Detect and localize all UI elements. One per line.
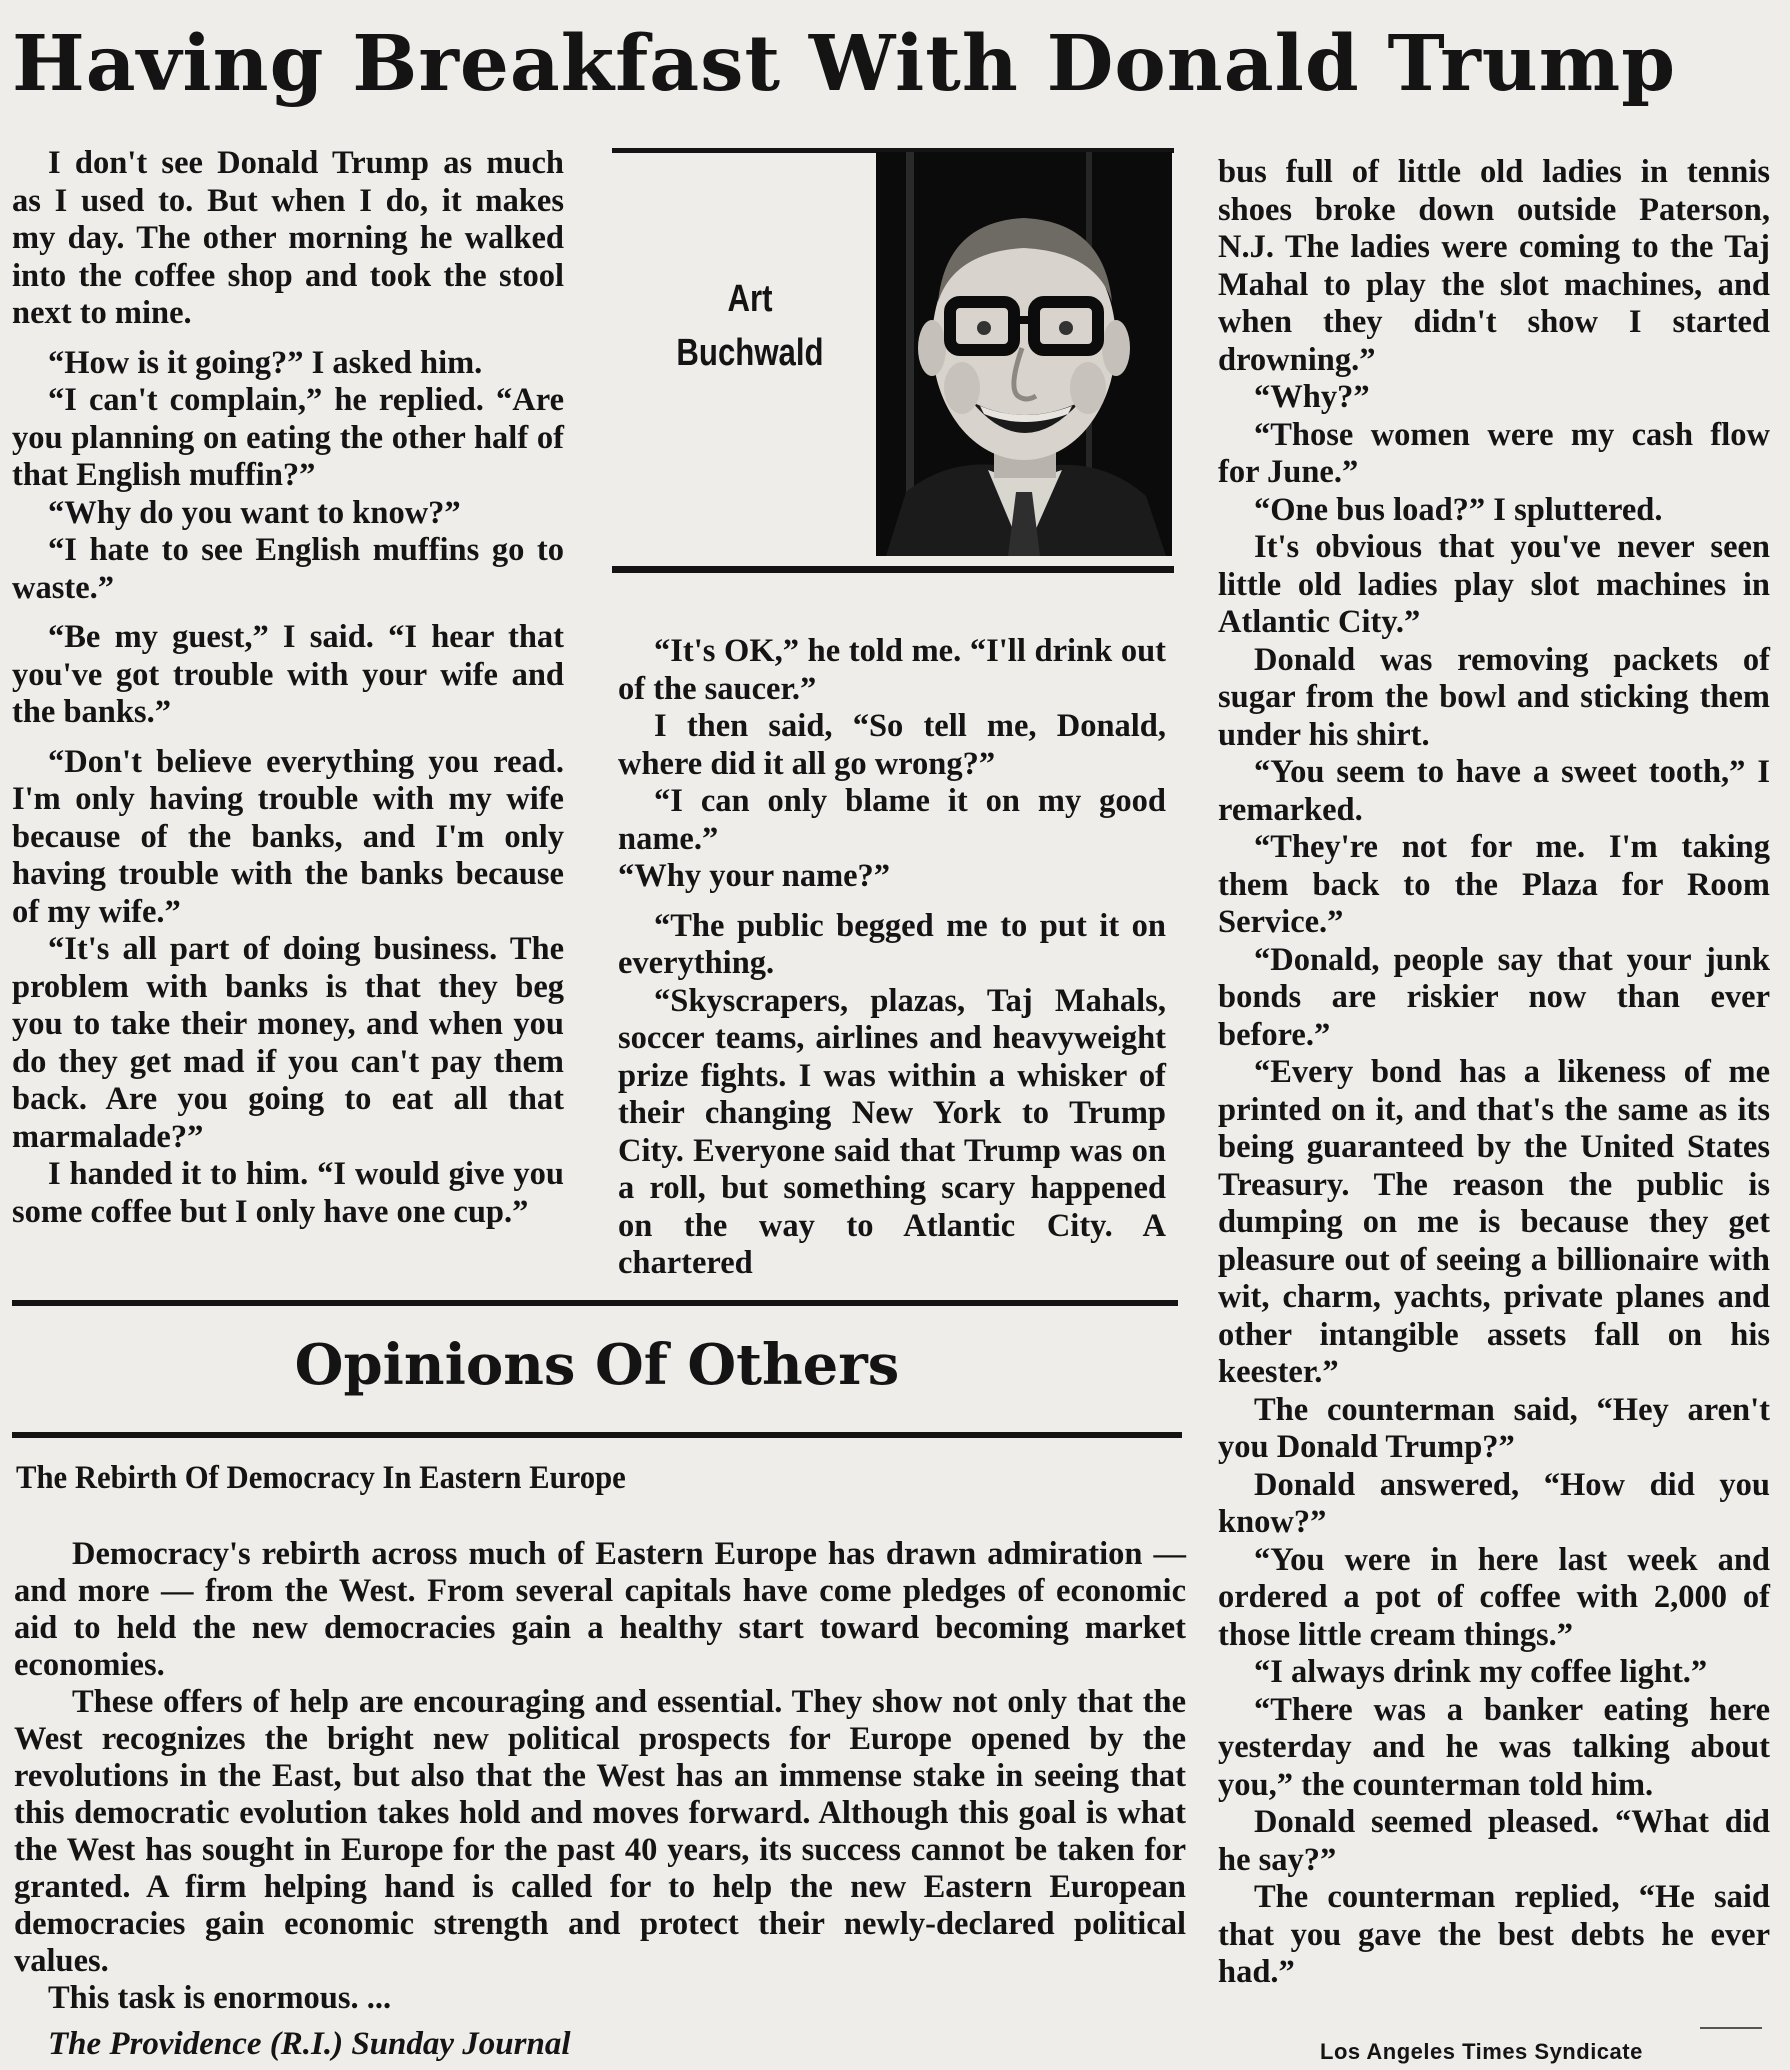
column-a-paragraph: “I can't complain,” he replied. “Are you planning on eating the other half of that English muffin?”	[12, 382, 564, 493]
column-c-paragraph: It's obvious that you've never seen little old ladies play slot machines in Atlantic City.”	[1218, 529, 1770, 640]
column-b-paragraph: “It's OK,” he told me. “I'll drink out of the saucer.”	[618, 633, 1166, 707]
column-c-paragraph: bus full of little old ladies in tennis shoes broke down outside Paterson, N.J. The ladies were coming to the Taj Mahal to play the slot machines, and when they didn't show I started drowning.”	[1218, 154, 1770, 378]
editorial-source: The Providence (R.I.) Sunday Journal	[48, 2026, 571, 2062]
column-a-paragraph: “Don't believe everything you read. I'm only having trouble with my wife because of the banks, and I'm only having trouble with the banks because of my wife.”	[12, 743, 564, 930]
column-c-paragraph: Donald answered, “How did you know?”	[1218, 1466, 1770, 1540]
column-c-paragraph: “One bus load?” I spluttered.	[1254, 491, 1663, 528]
section-title: Opinions Of Others	[294, 1332, 900, 1398]
byline-first-name: Art	[727, 278, 773, 320]
section-bottom-rule	[12, 1432, 1182, 1438]
portrait-icon	[876, 152, 1172, 556]
editorial-body	[14, 1536, 1186, 2017]
section-top-rule	[12, 1300, 1178, 1306]
column-c-paragraph: Donald was removing packets of sugar from the bowl and sticking them under his shirt.	[1218, 641, 1770, 753]
column-b-paragraph: “Why your name?”	[618, 858, 891, 894]
column-a-paragraph: “How is it going?” I asked him.	[48, 344, 483, 381]
column-c-paragraph: “They're not for me. I'm taking them back to the Plaza for Room Service.”	[1218, 829, 1770, 940]
column-c-paragraph: “Those women were my cash flow for June.”	[1218, 416, 1770, 490]
headline: Having Breakfast With Donald Trump	[12, 19, 1677, 109]
column-c-paragraph: “Every bond has a likeness of me printed on it, and that's the same as its being guaranteed by the United States Treasury. The reason the public is dumping on me is because they get pleasure out of seeing a billionaire with wit, charm, yachts, private planes and other intangible assets fall on his keester.”	[1218, 1054, 1770, 1390]
column-c-paragraph: “Why?”	[1254, 379, 1370, 415]
syndicate-rule	[1700, 2027, 1762, 2029]
syndicate-credit: Los Angeles Times Syndicate	[1320, 2039, 1643, 2064]
author-portrait-photo	[876, 152, 1172, 556]
column-a-paragraph: “Why do you want to know?”	[48, 494, 461, 531]
column-c-paragraph: “You were in here last week and ordered a pot of coffee with 2,000 of those little cream things.”	[1218, 1541, 1770, 1653]
editorial-paragraph: Democracy's rebirth across much of Eastern Europe has drawn admiration — and more — from the West. From several capitals have come pledges of economic aid to held the new democracies gain a healthy start toward becoming market economies.	[14, 1536, 1186, 1683]
column-a	[12, 145, 564, 1231]
column-a-paragraph: I handed it to him. “I would give you some coffee but I only have one cup.”	[12, 1156, 564, 1230]
column-c-paragraph: “Donald, people say that your junk bonds are riskier now than ever before.”	[1218, 941, 1770, 1053]
column-c-paragraph: The counterman said, “Hey aren't you Donald Trump?”	[1218, 1391, 1770, 1465]
column-c-paragraph: The counterman replied, “He said that you gave the best debts he ever had.”	[1218, 1879, 1770, 1990]
column-c-paragraph: Donald seemed pleased. “What did he say?”	[1218, 1804, 1770, 1878]
editorial-subhead: The Rebirth Of Democracy In Eastern Europe	[16, 1460, 626, 1496]
column-c-paragraph: “You seem to have a sweet tooth,” I remarked.	[1218, 754, 1770, 828]
column-c-paragraph: “I always drink my coffee light.”	[1254, 1654, 1708, 1690]
byline	[660, 272, 840, 380]
column-a-paragraph: “I hate to see English muffins go to waste.”	[12, 532, 564, 606]
column-c	[1218, 154, 1770, 1992]
byline-last-name: Buchwald	[676, 332, 824, 374]
column-b-paragraph: “The public begged me to put it on everything.	[618, 907, 1166, 981]
column-b-paragraph: “Skyscrapers, plazas, Taj Mahals, soccer teams, airlines and heavyweight prize fights. I was within a whisker of their changing New York to Trump City. Everyone said that Trump was on a roll, but something scary happened on the way to Atlantic City. A chartered	[618, 982, 1166, 1281]
column-b-paragraph: “I can only blame it on my good name.”	[618, 783, 1166, 857]
column-a-paragraph: “Be my guest,” I said. “I hear that you've got trouble with your wife and the banks.”	[12, 619, 564, 730]
column-c-paragraph: “There was a banker eating here yesterday and he was talking about you,” the counterman told him.	[1218, 1691, 1770, 1803]
column-a-paragraph: I don't see Donald Trump as much as I used to. But when I do, it makes my day. The other morning he walked into the coffee shop and took the stool next to mine.	[12, 145, 564, 331]
column-a-paragraph: “It's all part of doing business. The problem with banks is that they beg you to take their money, and when you do they get mad if you can't pay them back. Are you going to eat all that marmalade?”	[12, 931, 564, 1155]
column-b	[618, 633, 1166, 1283]
editorial-paragraph: This task is enormous. ...	[48, 1980, 392, 2016]
editorial-paragraph: These offers of help are encouraging and essential. They show not only that the West recognizes the bright new political prospects for Europe opened by the revolutions in the East, but also that the West has an immense stake in seeing that this democratic evolution takes hold and moves forward. Although this goal is what the West has sought in Europe for the past 40 years, its success cannot be taken for granted. A firm helping hand is called for to help the new Eastern European democracies gain economic strength and protect their newly-declared political values.	[14, 1684, 1186, 1979]
column-b-paragraph: I then said, “So tell me, Donald, where did it all go wrong?”	[618, 708, 1166, 782]
portrait-bottom-rule	[612, 566, 1174, 573]
